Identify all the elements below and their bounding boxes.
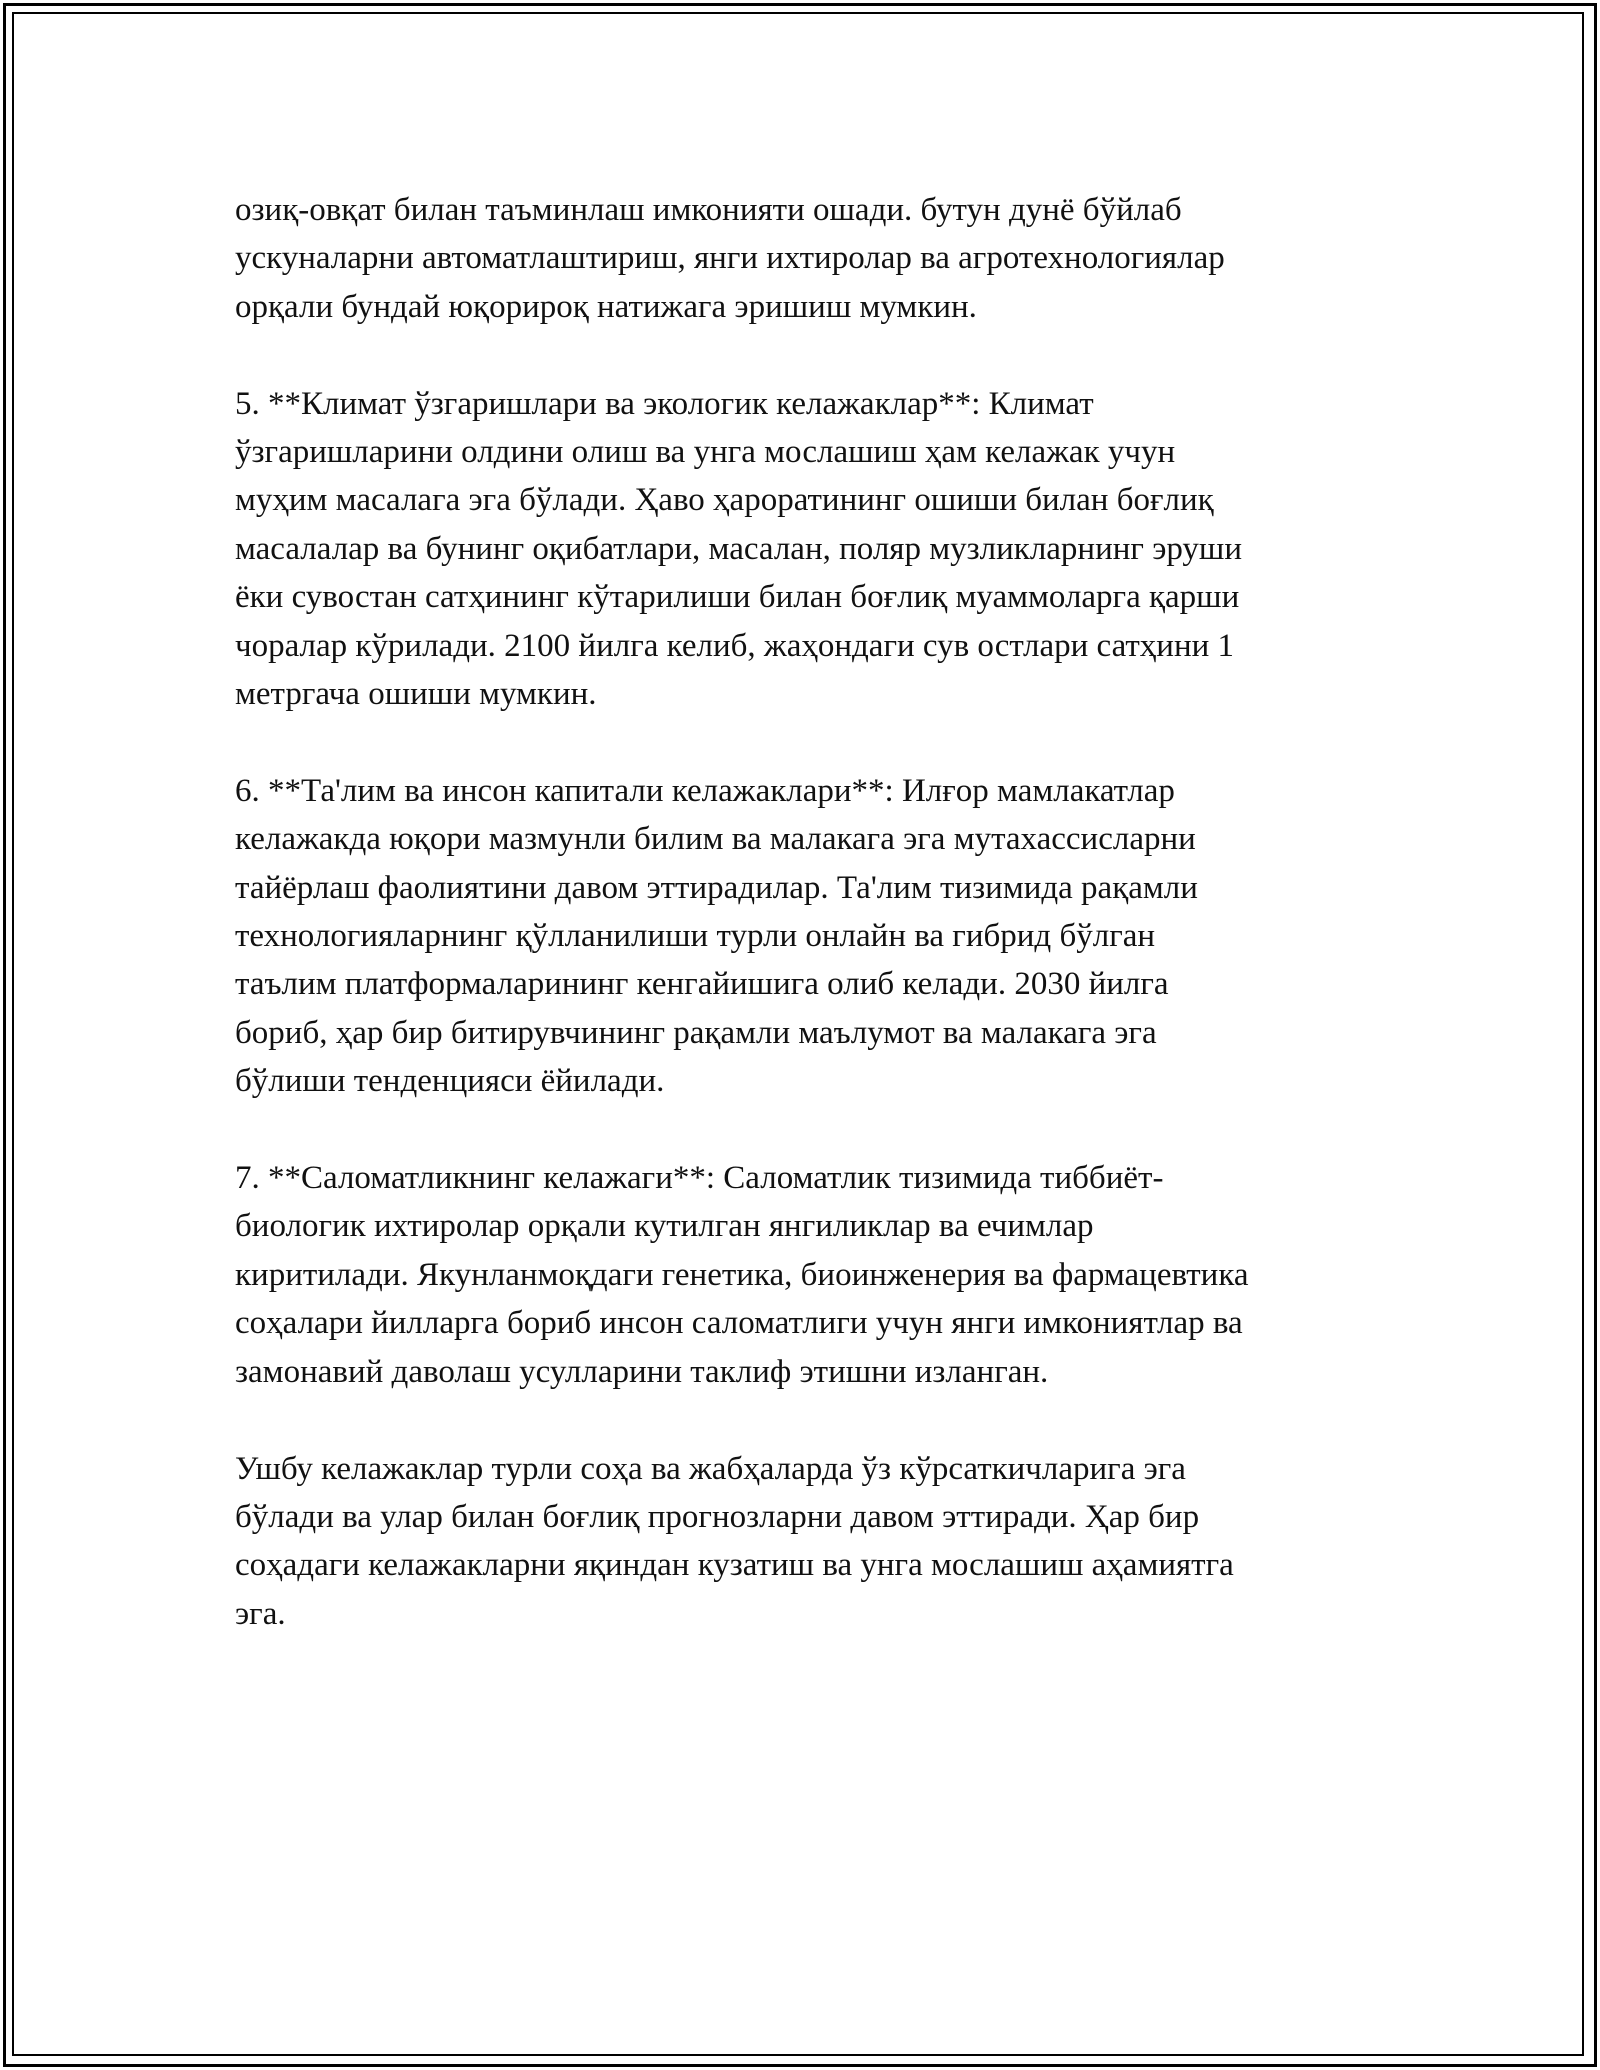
text-line: тайёрлаш фаолиятини давом эттирадилар. Та'лим тизимида рақамли xyxy=(235,869,1198,906)
text-line: муҳим масалага эга бўлади. Ҳаво ҳароратининг ошиши билан боғлиқ xyxy=(235,482,1214,519)
text-line: озиқ-овқат билан таъминлаш имконияти ошади. бутун дунё бўйлаб xyxy=(235,192,1182,228)
text-line: технологияларнинг қўлланилиши турли онлайн ва гибрид бўлган xyxy=(235,918,1156,955)
text-line: 7. **Саломатликнинг келажаги**: Саломатлик тизимида тиббиёт- xyxy=(235,1160,1164,1197)
text-line: келажакда юқори мазмунли билим ва малакага эга мутахассисларни xyxy=(235,821,1196,858)
text-line: бўлиши тенденцияси ёйилади. xyxy=(235,1063,665,1100)
text-line: Ушбу келажаклар турли соҳа ва жабҳаларда ўз кўрсаткичларига эга xyxy=(235,1450,1186,1487)
text-line: 6. **Та'лим ва инсон капитали келажаклари**: Илғор мамлакатлар xyxy=(235,772,1175,809)
paragraph-climate xyxy=(235,380,1385,719)
text-line: таълим платформаларининг кенгайишига олиб келади. 2030 йилга xyxy=(235,966,1169,1003)
text-line: киритилади. Якунланмоқдаги генетика, биоинженерия ва фармацевтика xyxy=(235,1256,1249,1293)
text-line: орқали бундай юқорироқ натижага эришиш мумкин. xyxy=(235,288,977,325)
text-line: замонавий даволаш усулларини таклиф этишни изланган. xyxy=(235,1353,1049,1390)
text-line: бориб, ҳар бир битирувчининг рақамли маълумот ва малакага эга xyxy=(235,1014,1157,1051)
text-line: чоралар кўрилади. 2100 йилга келиб, жаҳондаги сув остлари сатҳини 1 xyxy=(235,627,1235,664)
text-line: соҳалари йилларга бориб инсон саломатлиги учун янги имкониятлар ва xyxy=(235,1305,1243,1342)
paragraph-health xyxy=(235,1154,1385,1396)
paragraph-conclusion xyxy=(235,1445,1385,1639)
text-line: бўлади ва улар билан боғлиқ прогнозларни давом эттиради. Ҳар бир xyxy=(235,1498,1200,1535)
text-line: масалалар ва бунинг оқибатлари, масалан, поляр музликларнинг эруши xyxy=(235,530,1242,567)
text-line: биологик ихтиролар орқали кутилган янгиликлар ва ечимлар xyxy=(235,1208,1094,1245)
paragraph-education xyxy=(235,767,1385,1106)
text-line: ёки сувостан сатҳининг кўтарилиши билан боғлиқ муаммоларга қарши xyxy=(235,579,1240,616)
document-body xyxy=(235,186,1385,1687)
text-line: ўзгаришларини олдини олиш ва унга мослашиш ҳам келажак учун xyxy=(235,434,1176,471)
text-line: ускуналарни автоматлаштириш, янги ихтиролар ва агротехнологиялар xyxy=(235,240,1225,277)
text-line: соҳадаги келажакларни яқиндан кузатиш ва унга мослашиш аҳамиятга xyxy=(235,1547,1234,1584)
text-line: метргача ошиши мумкин. xyxy=(235,676,597,713)
text-line: эга. xyxy=(235,1595,286,1632)
paragraph-food-security xyxy=(235,186,1385,331)
text-line: 5. **Климат ўзгаришлари ва экологик келажаклар**: Климат xyxy=(235,385,1094,422)
